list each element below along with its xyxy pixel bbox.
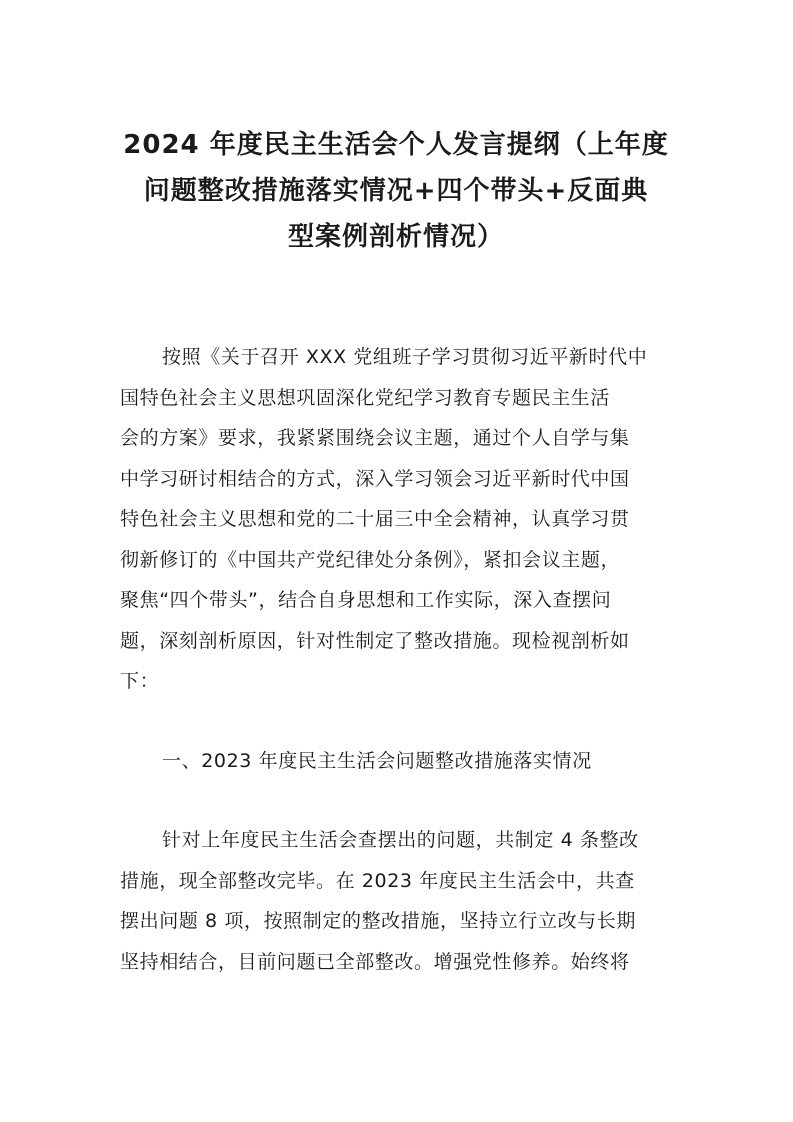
section-paragraph	[120, 820, 685, 982]
title-line: 2024 年度民主生活会个人发言提纲（上年度	[123, 130, 669, 160]
paragraph-line: 措施，现全部整改完毕。在 2023 年度民主生活会中，共查	[120, 869, 635, 892]
paragraph-line: 国特色社会主义思想巩固深化党纪学习教育专题民主生活	[120, 386, 611, 409]
intro-paragraph	[120, 337, 685, 702]
paragraph-line: 按照《关于召开 XXX 党组班子学习贯彻习近平新时代中	[162, 346, 648, 368]
document-body	[120, 337, 685, 982]
paragraph-line: 摆出问题 8 项，按照制定的整改措施，坚持立行立改与长期	[120, 910, 636, 932]
document-title	[110, 122, 682, 260]
section-heading-text: 一、2023 年度民主生活会问题整改措施落实情况	[162, 749, 592, 772]
paragraph-line: 题，深刻剖析原因，针对性制定了整改措施。现检视剖析如	[120, 629, 630, 652]
paragraph-line: 聚焦“四个带头”，结合自身思想和工作实际，深入查摆问	[120, 589, 612, 611]
title-line: 型案例剖析情况）	[287, 222, 504, 252]
paragraph-line: 特色社会主义思想和党的二十届三中全会精神，认真学习贯	[120, 508, 630, 530]
paragraph-line: 会的方案》要求，我紧紧围绕会议主题，通过个人自学与集	[120, 427, 630, 449]
title-line: 问题整改措施落实情况+四个带头+反面典	[143, 176, 649, 206]
paragraph-line: 坚持相结合，目前问题已全部整改。增强党性修养。始终将	[120, 950, 630, 973]
paragraph-line: 中学习研讨相结合的方式，深入学习领会习近平新时代中国	[120, 467, 630, 490]
paragraph-line: 彻新修订的《中国共产党纪律处分条例》，紧扣会议主题，	[120, 548, 621, 571]
paragraph-line: 下：	[120, 670, 160, 692]
paragraph-line: 针对上年度民主生活会查摆出的问题，共制定 4 条整改	[162, 829, 639, 851]
section-heading	[120, 741, 685, 782]
